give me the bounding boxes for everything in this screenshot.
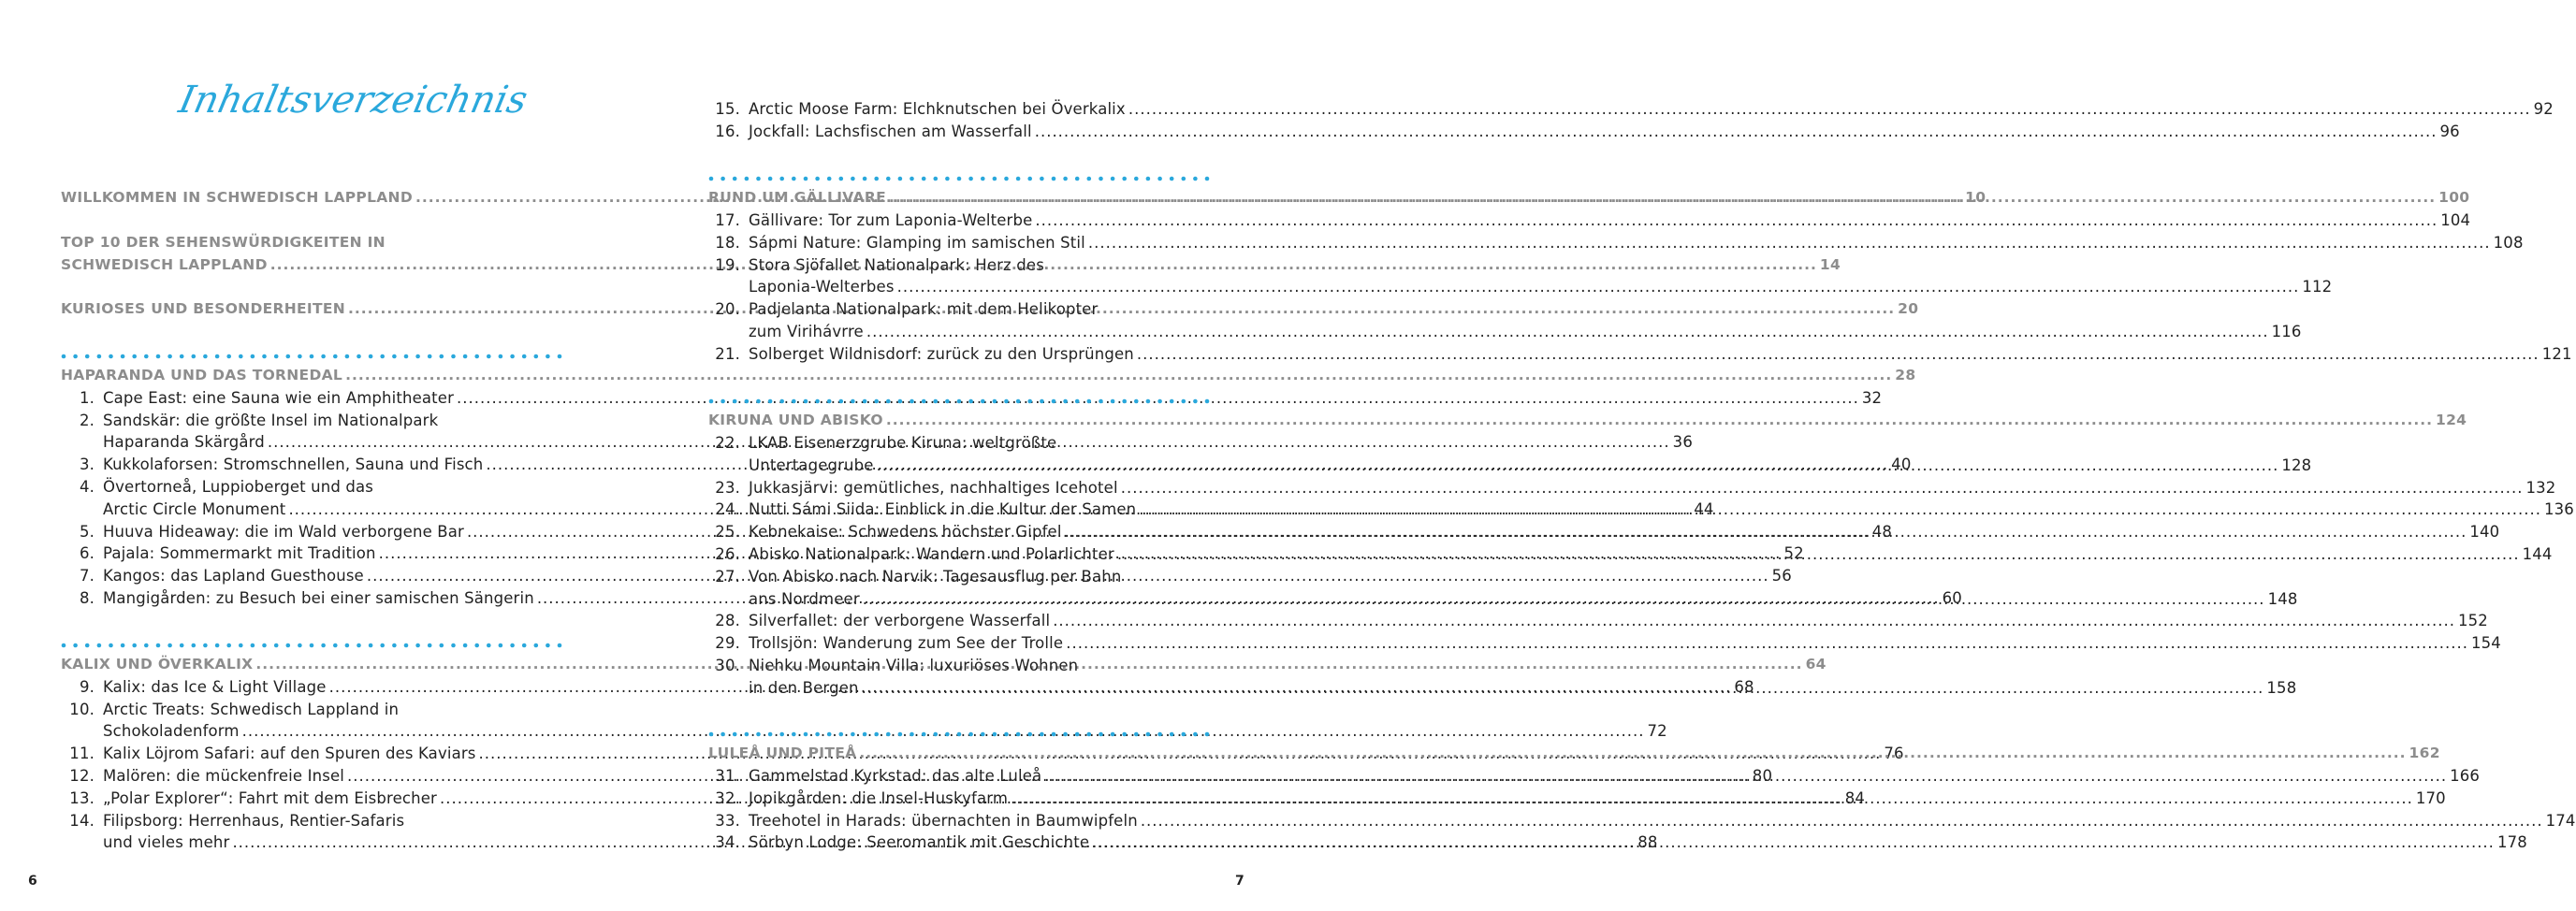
separator-dot (993, 177, 997, 181)
separator-dot (499, 643, 503, 648)
separator-dot (451, 354, 456, 359)
separator-dot (733, 399, 737, 404)
separator-dot (863, 399, 867, 404)
separator-dot (274, 354, 279, 359)
separator-dot (1111, 399, 1115, 404)
toc-entry[interactable]: 7. Kangos: das Lapland Guesthouse ..... 56 (61, 565, 563, 587)
separator-dot (1099, 399, 1103, 404)
separator-dot (910, 177, 914, 181)
separator-dot (922, 177, 926, 181)
separator-dot (215, 643, 220, 648)
separator-dot (839, 177, 844, 181)
separator-dot (428, 643, 432, 648)
toc-entry[interactable]: 28. Silverfallet: der verborgene Wasserfall ..... 152 (706, 610, 1210, 632)
separator-dot (1134, 732, 1139, 737)
separator-dot (144, 354, 149, 359)
toc-entry[interactable]: Haparanda Skärgård ..... 36 (61, 431, 563, 454)
separator-dot (1016, 399, 1021, 404)
toc-entry-line1[interactable]: 20. Padjelanta Nationalpark: mit dem Helikopter (715, 300, 1099, 319)
toc-entry[interactable]: 8. Mangigården: zu Besuch bei einer samischen Sängerin ..... 60 (61, 587, 563, 610)
separator-dot (839, 732, 844, 737)
toc-entry[interactable]: 11. Kalix Löjrom Safari: auf den Spuren des Kaviars ..... 76 (61, 743, 563, 765)
separator-dot (369, 354, 373, 359)
separator-dot (1146, 732, 1151, 737)
section-separator (708, 730, 1212, 738)
separator-dot (192, 354, 196, 359)
separator-dot (321, 643, 326, 648)
separator-dot (1063, 732, 1068, 737)
separator-dot (239, 643, 243, 648)
separator-dot (274, 643, 279, 648)
separator-dot (1157, 399, 1162, 404)
toc-entry[interactable]: Laponia-Welterbes ..... 112 (706, 276, 1210, 298)
separator-dot (792, 732, 796, 737)
separator-dot (1087, 399, 1092, 404)
separator-dot (239, 354, 243, 359)
separator-dot (1075, 177, 1080, 181)
toc-entry[interactable]: in den Bergen ..... 158 (706, 677, 1210, 700)
separator-dot (1075, 399, 1080, 404)
toc-entry[interactable]: 3. Kukkolaforsen: Stromschnellen, Sauna und Fisch ..... 40 (61, 454, 563, 476)
separator-dot (1027, 732, 1032, 737)
separator-dot (1122, 732, 1127, 737)
separator-dot (709, 732, 714, 737)
separator-dot (874, 732, 879, 737)
separator-dot (1027, 399, 1032, 404)
separator-dot (1170, 399, 1174, 404)
toc-title-text: Inhaltsverzeichnis (175, 77, 532, 122)
separator-dot (428, 354, 432, 359)
separator-dot (1122, 177, 1127, 181)
separator-dot (310, 643, 314, 648)
separator-dot (804, 177, 808, 181)
separator-dot (756, 177, 761, 181)
separator-dot (922, 399, 926, 404)
separator-dot (522, 643, 527, 648)
separator-dot (1182, 177, 1186, 181)
toc-entry-line1[interactable]: 14. Filipsborg: Herrenhaus, Rentier-Safaris (69, 811, 405, 830)
separator-dot (1040, 732, 1044, 737)
separator-dot (993, 732, 997, 737)
toc-title (175, 65, 532, 140)
toc-entry[interactable]: 32. Jopikgården: die Insel-Huskyfarm ..... 170 (706, 788, 1210, 810)
separator-dot (132, 354, 137, 359)
separator-dot (1111, 177, 1115, 181)
separator-dot (1111, 732, 1115, 737)
separator-dot (474, 354, 479, 359)
toc-entry-line1[interactable]: 27. Von Abisko nach Narvik: Tagesausflug per Bahn (715, 567, 1122, 586)
separator-dot (1016, 177, 1021, 181)
continued-list (706, 98, 2554, 143)
separator-dot (863, 177, 867, 181)
separator-dot (968, 177, 973, 181)
separator-dot (321, 354, 326, 359)
separator-dot (167, 643, 172, 648)
separator-dot (839, 399, 844, 404)
separator-dot (180, 354, 184, 359)
toc-entry[interactable]: 6. Pajala: Sommermarkt mit Tradition ..... 52 (61, 542, 563, 565)
toc-entry-top10[interactable]: SCHWEDISCH LAPPLAND ..... 14 (61, 254, 563, 277)
separator-dot (440, 643, 444, 648)
separator-dot (733, 177, 737, 181)
separator-dot (993, 399, 997, 404)
separator-dot (898, 732, 903, 737)
toc-entry-line1[interactable]: 10. Arctic Treats: Schwedisch Lappland in (69, 700, 400, 718)
separator-dot (345, 354, 350, 359)
separator-dot (768, 177, 773, 181)
separator-dot (62, 643, 66, 648)
toc-entry-welcome[interactable]: WILLKOMMEN IN SCHWEDISCH LAPPLAND ..... 10 (61, 187, 563, 210)
separator-dot (1193, 177, 1198, 181)
separator-dot (73, 643, 78, 648)
toc-title-script (175, 65, 532, 140)
separator-dot (968, 732, 973, 737)
separator-dot (1052, 177, 1056, 181)
section-kiruna (708, 410, 2467, 432)
toc-entry[interactable]: Schokoladenform ..... 72 (61, 720, 563, 743)
separator-dot (262, 354, 267, 359)
separator-dot (85, 354, 90, 359)
separator-dot (85, 643, 90, 648)
separator-dot (768, 732, 773, 737)
separator-dot (73, 354, 78, 359)
separator-dot (534, 354, 539, 359)
toc-entry[interactable]: 13. „Polar Explorer“: Fahrt mit dem Eisbrecher ..... 84 (61, 788, 563, 810)
separator-dot (720, 732, 725, 737)
separator-dot (874, 177, 879, 181)
separator-dot (922, 732, 926, 737)
separator-dot (886, 399, 891, 404)
separator-dot (369, 643, 373, 648)
separator-dot (945, 732, 950, 737)
separator-dot (827, 399, 832, 404)
separator-dot (380, 354, 385, 359)
separator-dot (1134, 399, 1139, 404)
separator-dot (1205, 399, 1210, 404)
toc-entry[interactable]: 31. Gammelstad Kyrkstad: das alte Luleå ..... 166 (706, 765, 1210, 788)
toc-entry-line1[interactable]: 4. Övertorneå, Luppioberget und das (79, 477, 374, 496)
section-separator (61, 353, 564, 360)
separator-dot (934, 732, 939, 737)
separator-dot (851, 732, 855, 737)
separator-dot (745, 732, 750, 737)
separator-dot (1040, 177, 1044, 181)
separator-dot (109, 354, 113, 359)
separator-dot (180, 643, 184, 648)
toc-entry[interactable]: 23. Jukkasjärvi: gemütliches, nachhaltiges Icehotel ..... 132 (706, 477, 1210, 499)
separator-dot (1040, 399, 1044, 404)
separator-dot (1134, 177, 1139, 181)
separator-dot (792, 399, 796, 404)
separator-dot (62, 354, 66, 359)
separator-dot (251, 643, 255, 648)
separator-dot (945, 177, 950, 181)
separator-dot (815, 399, 820, 404)
page-number: 7 (1235, 874, 1244, 889)
toc-entry-line1[interactable]: 22. LKAB Eisenerzgrube Kiruna: weltgrößte (715, 434, 1057, 452)
separator-dot (286, 354, 291, 359)
separator-dot (1193, 732, 1198, 737)
separator-dot (121, 354, 125, 359)
separator-dot (510, 643, 515, 648)
separator-dot (1205, 177, 1210, 181)
separator-dot (1004, 399, 1009, 404)
section-heading[interactable]: LULEÅ UND PITEÅ ..... 162 (708, 743, 1210, 765)
separator-dot (981, 399, 985, 404)
separator-dot (1193, 399, 1198, 404)
separator-dot (215, 354, 220, 359)
separator-dot (733, 732, 737, 737)
separator-dot (968, 399, 973, 404)
toc-entry[interactable]: ans Nordmeer ..... 148 (706, 588, 1210, 611)
separator-dot (1099, 177, 1103, 181)
toc-entry-top10-line1[interactable]: TOP 10 DER SEHENSWÜRDIGKEITEN IN (61, 234, 386, 251)
separator-dot (1146, 177, 1151, 181)
toc-entry[interactable]: 15. Arctic Moose Farm: Elchknutschen bei Överkalix ..... 92 (706, 98, 1210, 121)
separator-dot (898, 177, 903, 181)
separator-dot (804, 732, 808, 737)
toc-entry[interactable]: 5. Huuva Hideaway: die im Wald verborgene Bar ..... 48 (61, 521, 563, 543)
separator-dot (333, 354, 338, 359)
separator-dot (97, 643, 102, 648)
separator-dot (709, 177, 714, 181)
toc-entry[interactable]: 34. Sörbyn Lodge: Seeromantik mit Geschichte ..... 178 (706, 831, 1210, 854)
separator-dot (898, 399, 903, 404)
separator-dot (156, 354, 161, 359)
section-heading[interactable]: HAPARANDA UND DAS TORNEDAL ..... 28 (61, 365, 563, 387)
separator-dot (1146, 399, 1151, 404)
separator-dot (357, 643, 361, 648)
separator-dot (1063, 399, 1068, 404)
separator-dot (310, 354, 314, 359)
separator-dot (144, 643, 149, 648)
separator-dot (1087, 177, 1092, 181)
separator-dot (415, 354, 420, 359)
toc-entry[interactable]: 16. Jockfall: Lachsfischen am Wasserfall ..... 96 (706, 121, 1210, 143)
separator-dot (1170, 177, 1174, 181)
separator-dot (121, 643, 125, 648)
separator-dot (910, 732, 914, 737)
separator-dot (957, 732, 962, 737)
separator-dot (1075, 732, 1080, 737)
separator-dot (863, 732, 867, 737)
toc-entry[interactable]: Arctic Circle Monument ..... 44 (61, 499, 563, 521)
separator-dot (1122, 399, 1127, 404)
separator-dot (874, 399, 879, 404)
separator-dot (226, 643, 231, 648)
section-heading[interactable]: RUND UM GÄLLIVARE ..... 100 (708, 187, 1210, 210)
separator-dot (546, 354, 550, 359)
separator-dot (827, 177, 832, 181)
separator-dot (463, 643, 468, 648)
separator-dot (357, 354, 361, 359)
separator-dot (1004, 732, 1009, 737)
toc-entry[interactable]: 18. Sápmi Nature: Glamping im samischen Stil ..... 108 (706, 232, 1210, 254)
separator-dot (779, 399, 784, 404)
separator-dot (203, 643, 208, 648)
separator-dot (1205, 732, 1210, 737)
toc-entry[interactable]: 17. Gällivare: Tor zum Laponia-Welterbe ..... 104 (706, 210, 1210, 232)
separator-dot (167, 354, 172, 359)
separator-dot (957, 399, 962, 404)
separator-dot (392, 354, 397, 359)
section-separator (61, 642, 564, 649)
separator-dot (779, 732, 784, 737)
separator-dot (1087, 732, 1092, 737)
separator-dot (981, 177, 985, 181)
separator-dot (720, 177, 725, 181)
separator-dot (1099, 732, 1103, 737)
toc-entry[interactable]: Untertagegrube ..... 128 (706, 455, 1210, 477)
separator-dot (392, 643, 397, 648)
separator-dot (886, 177, 891, 181)
separator-dot (827, 732, 832, 737)
separator-dot (756, 732, 761, 737)
toc-entry-line1[interactable]: 19. Stora Sjöfallet Nationalpark: Herz des (715, 255, 1044, 274)
separator-dot (440, 354, 444, 359)
separator-dot (934, 399, 939, 404)
separator-dot (1004, 177, 1009, 181)
toc-entry[interactable]: 1. Cape East: eine Sauna wie ein Amphitheater ..... 32 (61, 387, 563, 410)
separator-dot (1182, 399, 1186, 404)
toc-entry[interactable]: 12. Malören: die mückenfreie Insel ..... 80 (61, 765, 563, 788)
separator-dot (251, 354, 255, 359)
separator-dot (934, 177, 939, 181)
toc-entry[interactable]: 29. Trollsjön: Wanderung zum See der Trolle ..... 154 (706, 632, 1210, 655)
separator-dot (851, 177, 855, 181)
separator-dot (226, 354, 231, 359)
separator-dot (745, 177, 750, 181)
toc-entry[interactable]: 25. Kebnekaise: Schwedens höchster Gipfel ..... 140 (706, 521, 1210, 543)
separator-dot (487, 354, 491, 359)
separator-dot (815, 177, 820, 181)
toc-entry-kurioses[interactable]: KURIOSES UND BESONDERHEITEN ..... 20 (61, 298, 563, 321)
separator-dot (756, 399, 761, 404)
separator-dot (415, 643, 420, 648)
separator-dot (534, 643, 539, 648)
separator-dot (981, 732, 985, 737)
section-separator (708, 175, 1212, 182)
separator-dot (380, 643, 385, 648)
separator-dot (298, 643, 302, 648)
separator-dot (487, 643, 491, 648)
separator-dot (499, 354, 503, 359)
toc-entry[interactable]: 26. Abisko Nationalpark: Wandern und Polarlichter ..... 144 (706, 543, 1210, 566)
separator-dot (558, 354, 562, 359)
section-heading[interactable]: KALIX UND ÖVERKALIX ..... 64 (61, 654, 563, 676)
separator-dot (1170, 732, 1174, 737)
toc-entry[interactable]: 24. Nutti Sámi Siida: Einblick in die Kultur der Samen ..... 136 (706, 499, 1210, 521)
section-heading[interactable]: KIRUNA UND ABISKO ..... 124 (708, 410, 1210, 432)
separator-dot (957, 177, 962, 181)
separator-dot (910, 399, 914, 404)
page-number: 6 (28, 874, 37, 889)
separator-dot (97, 354, 102, 359)
separator-dot (546, 643, 550, 648)
separator-dot (333, 643, 338, 648)
separator-dot (792, 177, 796, 181)
separator-dot (1182, 732, 1186, 737)
separator-dot (1157, 177, 1162, 181)
separator-dot (404, 643, 409, 648)
separator-dot (203, 354, 208, 359)
separator-dot (510, 354, 515, 359)
section-separator (708, 398, 1212, 405)
toc-entry[interactable]: 9. Kalix: das Ice & Light Village ..... 68 (61, 676, 563, 699)
separator-dot (156, 643, 161, 648)
separator-dot (404, 354, 409, 359)
separator-dot (463, 354, 468, 359)
separator-dot (779, 177, 784, 181)
separator-dot (804, 399, 808, 404)
separator-dot (768, 399, 773, 404)
separator-dot (109, 643, 113, 648)
toc-entry[interactable]: 33. Treehotel in Harads: übernachten in Baumwipfeln ..... 174 (706, 810, 1210, 832)
separator-dot (745, 399, 750, 404)
separator-dot (522, 354, 527, 359)
separator-dot (1157, 732, 1162, 737)
toc-entry[interactable]: 21. Solberget Wildnisdorf: zurück zu den Ursprüngen ..... 121 (706, 343, 1210, 366)
separator-dot (851, 399, 855, 404)
toc-entry[interactable]: und vieles mehr ..... 88 (61, 831, 563, 854)
separator-dot (132, 643, 137, 648)
separator-dot (474, 643, 479, 648)
toc-entry-line1[interactable]: 2. Sandskär: die größte Insel im Nationalpark (79, 411, 439, 429)
separator-dot (1016, 732, 1021, 737)
separator-dot (345, 643, 350, 648)
separator-dot (451, 643, 456, 648)
toc-entry[interactable]: zum Virihávrre ..... 116 (706, 321, 1210, 343)
separator-dot (945, 399, 950, 404)
toc-entry-line1[interactable]: 30. Niehku Mountain Villa: luxuriöses Wohnen (715, 656, 1079, 674)
separator-dot (558, 643, 562, 648)
separator-dot (262, 643, 267, 648)
separator-dot (709, 399, 714, 404)
separator-dot (298, 354, 302, 359)
separator-dot (1027, 177, 1032, 181)
separator-dot (1052, 732, 1056, 737)
separator-dot (1063, 177, 1068, 181)
separator-dot (886, 732, 891, 737)
separator-dot (815, 732, 820, 737)
separator-dot (192, 643, 196, 648)
separator-dot (720, 399, 725, 404)
separator-dot (1052, 399, 1056, 404)
separator-dot (286, 643, 291, 648)
